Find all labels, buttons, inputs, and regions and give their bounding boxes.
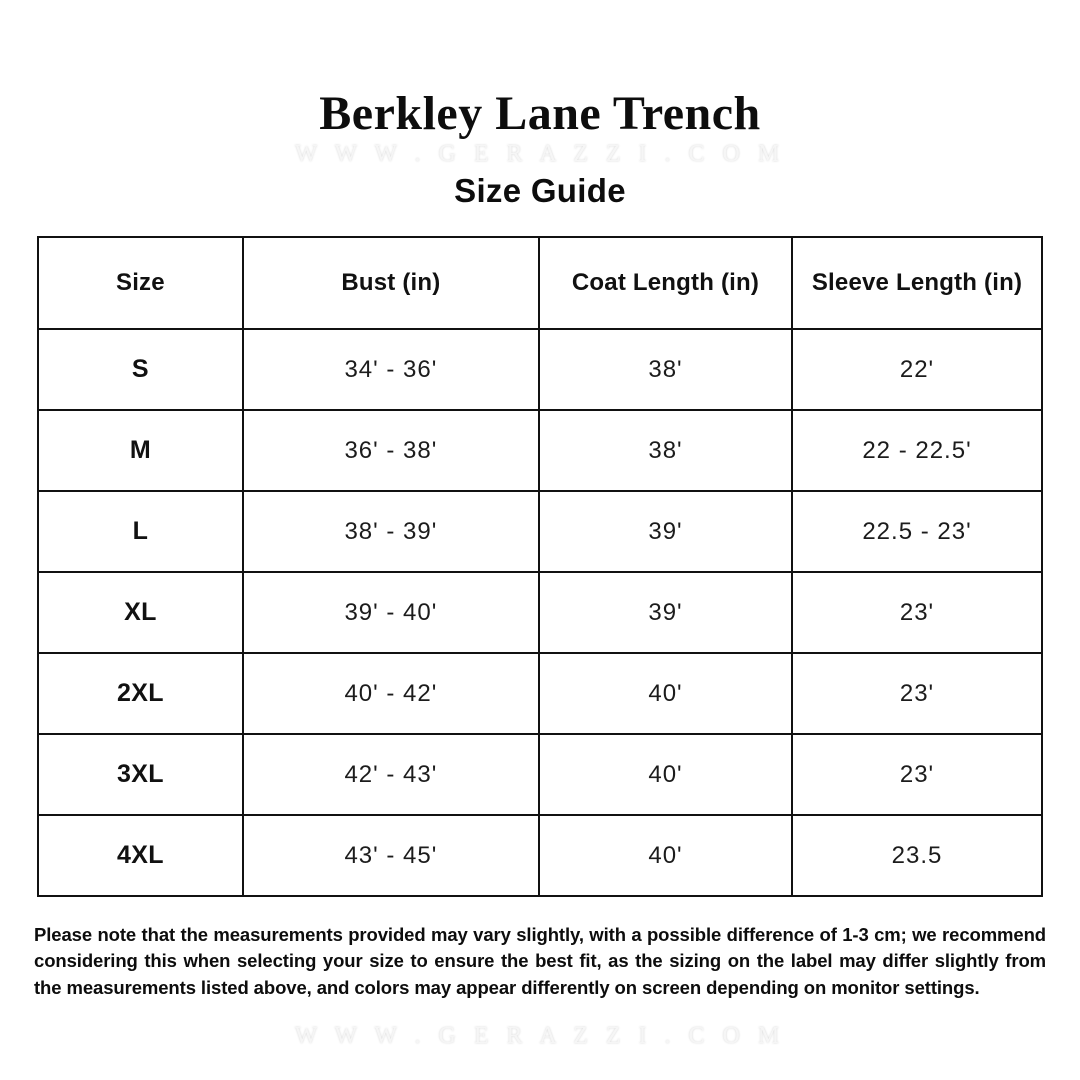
table-row <box>38 572 1042 653</box>
bust-cell: 43' - 45' <box>243 815 539 896</box>
sleeve-length-cell: 22' <box>792 329 1042 410</box>
table-row <box>38 491 1042 572</box>
table-row <box>38 815 1042 896</box>
sleeve-length-cell: 23' <box>792 572 1042 653</box>
table-header <box>38 237 1042 329</box>
coat-length-cell: 38' <box>539 410 792 491</box>
coat-length-cell: 40' <box>539 815 792 896</box>
column-header-coat-length: Coat Length (in) <box>539 237 792 329</box>
sleeve-length-cell: 23.5 <box>792 815 1042 896</box>
bust-cell: 36' - 38' <box>243 410 539 491</box>
bust-cell: 42' - 43' <box>243 734 539 815</box>
disclaimer-note: Please note that the measurements provided may vary slightly, with a possible difference of 1-3 cm; we recommend considering this when selecting your size to ensure the best fit, as the sizing on the label may differ slightly from the measurements listed above, and colors may appear differently on screen depending on monitor settings. <box>34 924 1046 998</box>
size-cell: 3XL <box>38 734 243 815</box>
size-cell: L <box>38 491 243 572</box>
page-subtitle: Size Guide <box>454 172 626 209</box>
bust-cell: 40' - 42' <box>243 653 539 734</box>
table-header-row <box>38 237 1042 329</box>
size-cell: M <box>38 410 243 491</box>
page-title: Berkley Lane Trench <box>319 87 761 140</box>
page-header <box>0 0 1080 210</box>
sleeve-length-cell: 23' <box>792 653 1042 734</box>
watermark-bottom: W W W . G E R A Z Z I . C O M <box>294 1023 786 1049</box>
table-row <box>38 734 1042 815</box>
column-header-bust: Bust (in) <box>243 237 539 329</box>
table-row <box>38 410 1042 491</box>
size-guide-table <box>37 236 1043 897</box>
size-cell: 4XL <box>38 815 243 896</box>
bust-cell: 39' - 40' <box>243 572 539 653</box>
bust-cell: 38' - 39' <box>243 491 539 572</box>
table-row <box>38 329 1042 410</box>
sleeve-length-cell: 22 - 22.5' <box>792 410 1042 491</box>
coat-length-cell: 40' <box>539 653 792 734</box>
coat-length-cell: 39' <box>539 572 792 653</box>
size-cell: 2XL <box>38 653 243 734</box>
sleeve-length-cell: 23' <box>792 734 1042 815</box>
coat-length-cell: 39' <box>539 491 792 572</box>
column-header-size: Size <box>38 237 243 329</box>
size-table-body <box>38 329 1042 896</box>
size-cell: XL <box>38 572 243 653</box>
bust-cell: 34' - 36' <box>243 329 539 410</box>
coat-length-cell: 40' <box>539 734 792 815</box>
size-cell: S <box>38 329 243 410</box>
column-header-sleeve-length: Sleeve Length (in) <box>792 237 1042 329</box>
table-row <box>38 653 1042 734</box>
sleeve-length-cell: 22.5 - 23' <box>792 491 1042 572</box>
watermark-top: W W W . G E R A Z Z I . C O M <box>294 141 786 167</box>
coat-length-cell: 38' <box>539 329 792 410</box>
